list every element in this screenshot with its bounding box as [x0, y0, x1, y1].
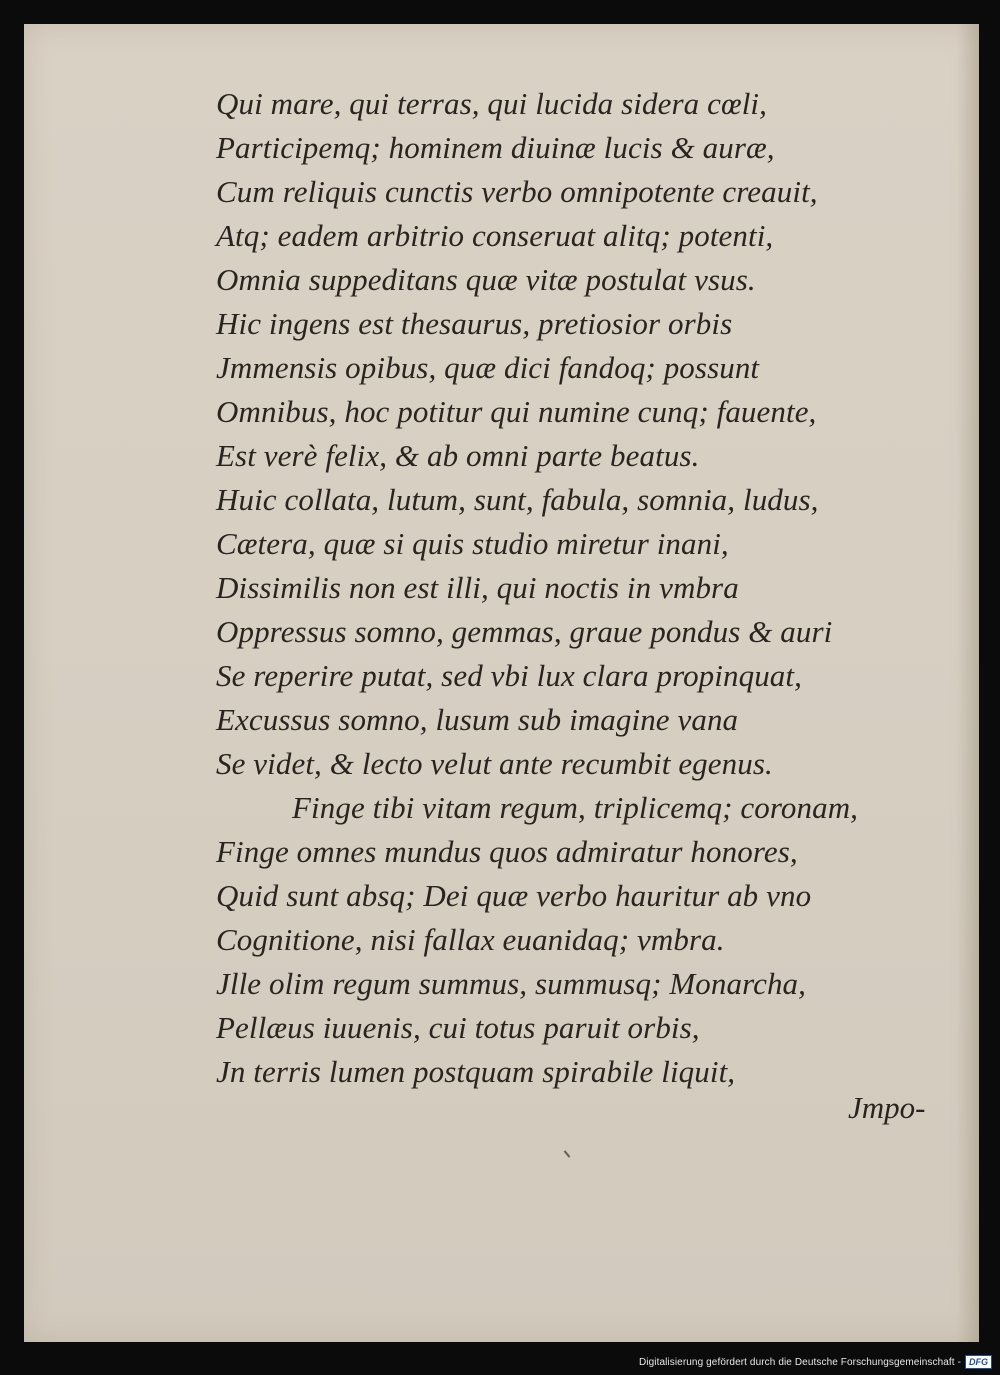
verse-line: Dissimilis non est illi, qui noctis in vmbra: [216, 570, 739, 605]
verse-line: Jn terris lumen postquam spirabile liquit,: [216, 1054, 736, 1089]
verse-line: Quid sunt absq; Dei quæ verbo hauritur ab vno: [216, 878, 812, 913]
digitization-footer: [639, 1355, 992, 1369]
verse-line: Cum reliquis cunctis verbo omnipotente creauit,: [216, 174, 818, 209]
verse-line: Omnia suppeditans quæ vitæ postulat vsus.: [216, 262, 756, 297]
verse-line: Huic collata, lutum, sunt, fabula, somnia, ludus,: [216, 482, 819, 517]
verse-line: Atq; eadem arbitrio conseruat alitq; potenti,: [216, 218, 774, 253]
catchword: Jmpo-: [848, 1090, 926, 1125]
verse-line: Se reperire putat, sed vbi lux clara propinquat,: [216, 658, 802, 693]
verse-line: Se videt, & lecto velut ante recumbit egenus.: [216, 746, 773, 781]
verse-line-indented: Finge tibi vitam regum, triplicemq; coronam,: [292, 790, 859, 825]
verse-line: Pellæus iuuenis, cui totus paruit orbis,: [216, 1010, 700, 1045]
verse-line: Cætera, quæ si quis studio miretur inani,: [216, 526, 729, 561]
page-edge-shadow: [957, 24, 979, 1342]
verse-line: Hic ingens est thesaurus, pretiosior orbis: [216, 306, 733, 341]
verse-line: Oppressus somno, gemmas, graue pondus & auri: [216, 614, 833, 649]
verse-line: Omnibus, hoc potitur qui numine cunq; fauente,: [216, 394, 817, 429]
verse-line: Excussus somno, lusum sub imagine vana: [216, 702, 739, 737]
verse-line: Qui mare, qui terras, qui lucida sidera cœli,: [216, 86, 767, 121]
dfg-logo-icon: DFG: [965, 1355, 992, 1369]
verse-line: Finge omnes mundus quos admiratur honores,: [216, 834, 798, 869]
verse-text-block: [216, 82, 951, 1094]
funding-notice: Digitalisierung gefördert durch die Deutsche Forschungsgemeinschaft -: [638, 1356, 961, 1368]
verse-line: Jmmensis opibus, quæ dici fandoq; possunt: [216, 350, 760, 385]
verse-line: Cognitione, nisi fallax euanidaq; vmbra.: [216, 922, 725, 957]
verse-line: Jlle olim regum summus, summusq; Monarcha,: [216, 966, 806, 1001]
verse-line: Est verè felix, & ab omni parte beatus.: [216, 438, 700, 473]
verse-line: Participemq; hominem diuinæ lucis & auræ,: [216, 130, 775, 165]
